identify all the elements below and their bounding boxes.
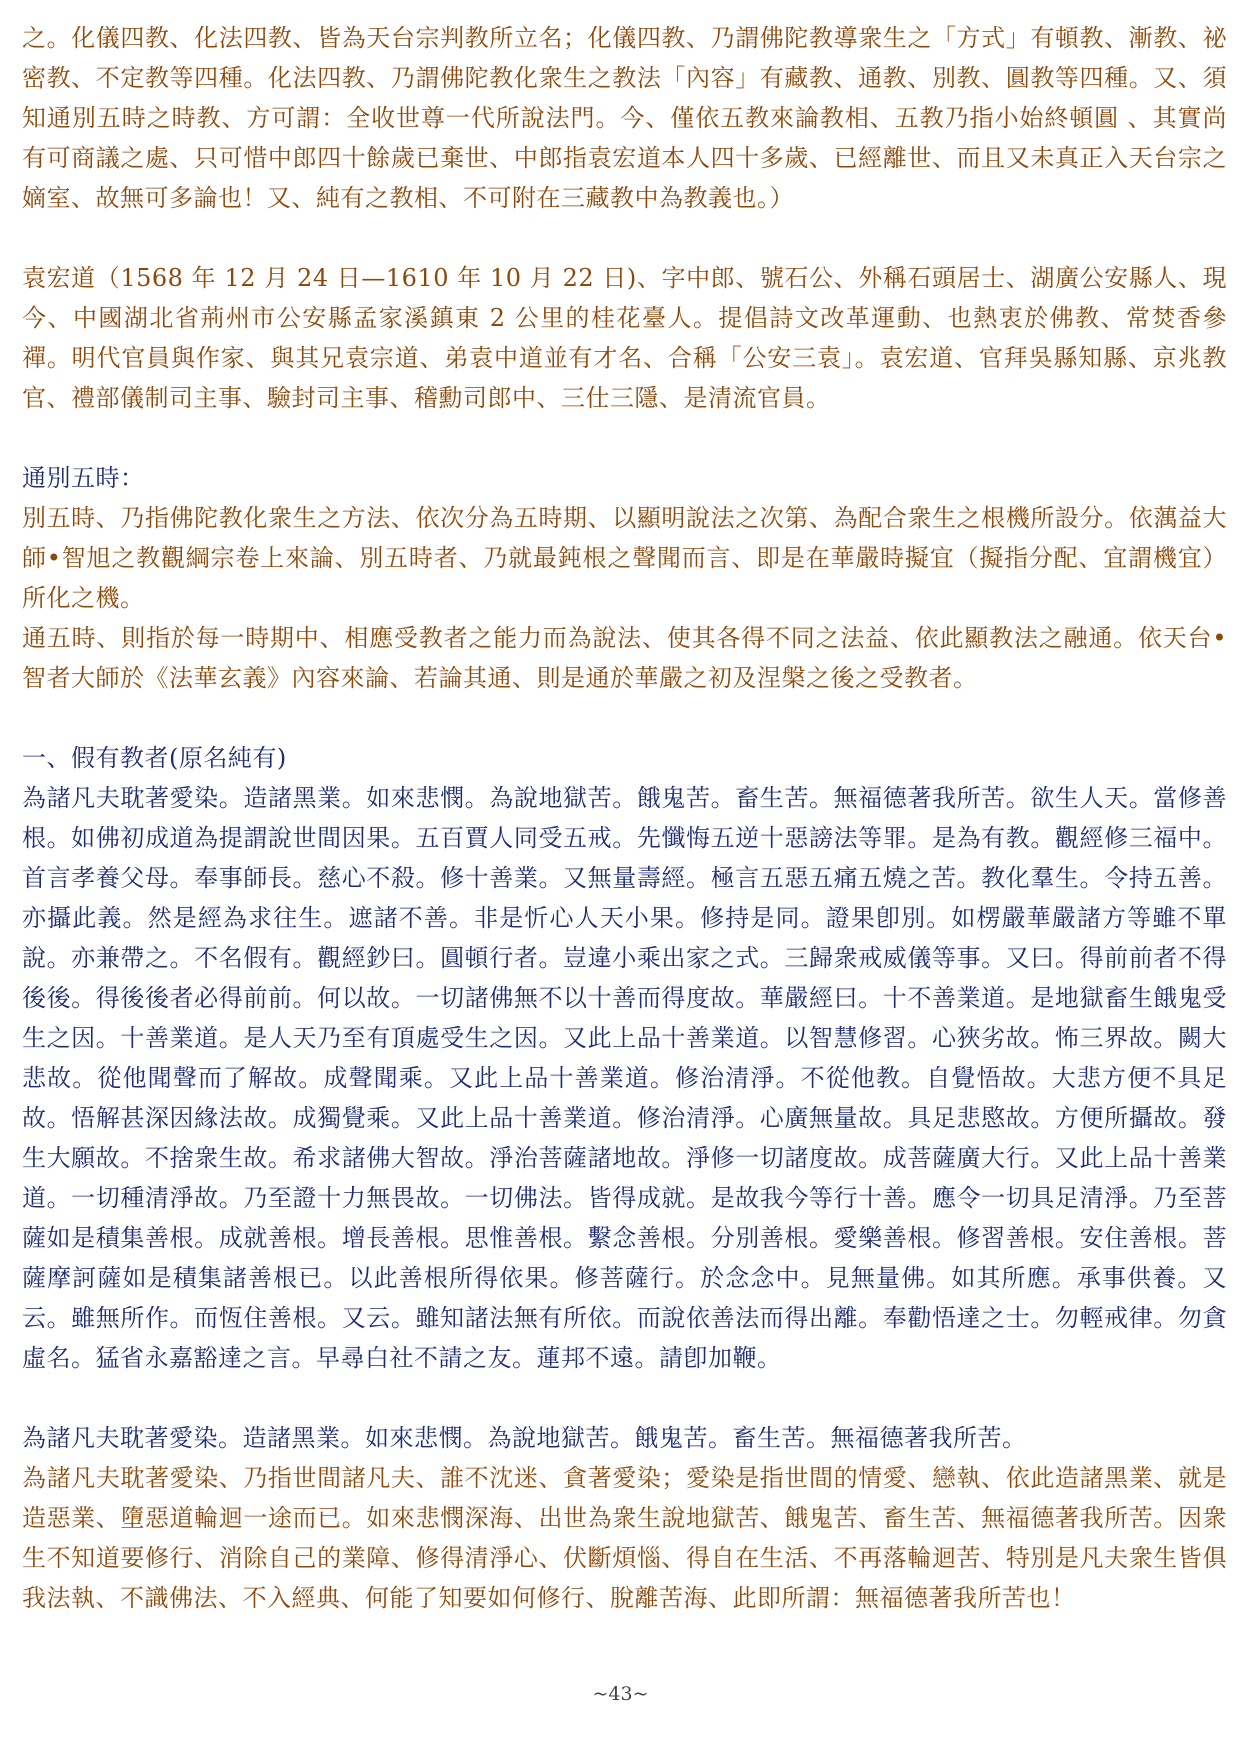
sutra-quote-line: 為諸凡夫耽著愛染。造諸黑業。如來悲憫。為說地獄苦。餓鬼苦。畜生苦。無福德著我所苦。 [22, 1424, 1027, 1452]
section-heading-provisional-teaching: 一、假有教者(原名純有) [22, 744, 287, 772]
paragraph-gap [22, 698, 1227, 738]
separate-five-periods-paragraph: 別五時、乃指佛陀教化衆生之方法、依次分為五時期、以顯明說法之次第、為配合衆生之根機所設分。依蕅益大師•智旭之教觀綱宗卷上來論、別五時者、乃就最鈍根之聲聞而言、即是在華嚴時擬宜（擬指分配、宜謂機宜）所化之機。 [22, 504, 1227, 612]
document-body [22, 18, 1227, 1618]
sutra-text-paragraph: 為諸凡夫耽著愛染。造諸黑業。如來悲憫。為說地獄苦。餓鬼苦。畜生苦。無福德著我所苦。欲生人天。當修善根。如佛初成道為提謂說世間因果。五百賈人同受五戒。先懺悔五逆十惡謗法等罪。是為有教。觀經修三福中。首言孝養父母。奉事師長。慈心不殺。修十善業。又無量壽經。極言五惡五痛五燒之苦。教化羣生。令持五善。亦攝此義。然是經為求往生。遮諸不善。非是忻心人天小果。修持是同。證果卽別。如楞嚴華嚴諸方等雖不單說。亦兼帶之。不名假有。觀經鈔曰。圓頓行者。豈違小乘出家之式。三歸衆戒威儀等事。又曰。得前前者不得後後。得後後者必得前前。何以故。一切諸佛無不以十善而得度故。華嚴經曰。十不善業道。是地獄畜生餓鬼受生之因。十善業道。是人天乃至有頂處受生之因。又此上品十善業道。以智慧修習。心狹劣故。怖三界故。闕大悲故。從他聞聲而了解故。成聲聞乘。又此上品十善業道。修治清淨。不從他教。自覺悟故。大悲方便不具足故。悟解甚深因緣法故。成獨覺乘。又此上品十善業道。修治清淨。心廣無量故。具足悲愍故。方便所攝故。發生大願故。不捨衆生故。希求諸佛大智故。淨治菩薩諸地故。淨修一切諸度故。成菩薩廣大行。又此上品十善業道。一切種清淨故。乃至證十力無畏故。一切佛法。皆得成就。是故我今等行十善。應令一切具足清淨。乃至菩薩如是積集善根。成就善根。增長善根。思惟善根。繫念善根。分別善根。愛樂善根。修習善根。安住善根。菩薩摩訶薩如是積集諸善根已。以此善根所得依果。修菩薩行。於念念中。見無量佛。如其所應。承事供養。又云。雖無所作。而恆住善根。又云。雖知諸法無有所依。而說依善法而得出離。奉勸悟達之士。勿輕戒律。勿貪虛名。猛省永嘉豁達之言。早尋白社不請之友。蓮邦不遠。請卽加鞭。 [22, 784, 1227, 1372]
paragraph-gap [22, 418, 1227, 458]
biography-paragraph: 袁宏道（1568 年 12 月 24 日—1610 年 10 月 22 日)、字中郎、號石公、外稱石頭居士、湖廣公安縣人、現今、中國湖北省荊州市公安縣孟家溪鎮東 2 公里的桂花臺人。提倡詩文改革運動、也熱衷於佛教、常焚香參禪。明代官員與作家、與其兄袁宗道、弟袁中道並有才名、合稱「公安三袁」。袁宏道、官拜吳縣知縣、京兆教官、禮部儀制司主事、驗封司主事、稽勳司郎中、三仕三隱、是清流官員。 [22, 264, 1227, 412]
page-number: ~43~ [592, 1683, 649, 1705]
general-five-periods-paragraph: 通五時、則指於每一時期中、相應受教者之能力而為說法、使其各得不同之法益、依此顯教法之融通。依天台•智者大師於《法華玄義》內容來論、若論其通、則是通於華嚴之初及涅槃之後之受教者。 [22, 624, 1227, 692]
commentary-paragraph: 為諸凡夫耽著愛染、乃指世間諸凡夫、誰不沈迷、貪著愛染；愛染是指世間的情愛、戀執、依此造諸黑業、就是造惡業、墮惡道輪迴一途而已。如來悲憫深海、出世為衆生說地獄苦、餓鬼苦、畜生苦、無福德著我所苦。因衆生不知道要修行、消除自己的業障、修得清淨心、伏斷煩惱、得自在生活、不再落輪迴苦、特別是凡夫衆生皆俱我法執、不識佛法、不入經典、何能了知要如何修行、脫離苦海、此即所謂：無福德著我所苦也！ [22, 1464, 1227, 1612]
paragraph-gap [22, 1378, 1227, 1418]
section-heading-five-periods: 通別五時： [22, 464, 145, 492]
paragraph-gap [22, 218, 1227, 258]
commentary-paragraph-continued: 之。化儀四教、化法四教、皆為天台宗判教所立名；化儀四教、乃謂佛陀教導衆生之「方式」有頓教、漸教、祕密教、不定教等四種。化法四教、乃謂佛陀教化衆生之教法「內容」有藏教、通教、別教、圓教等四種。又、須知通別五時之時教、方可謂：全收世尊一代所說法門。今、僅依五教來論教相、五教乃指小始終頓圓 、其實尚有可商議之處、只可惜中郎四十餘歲已棄世、中郎指袁宏道本人四十多歲、已經離世、而且又未真正入天台宗之嫡室、故無可多論也！又、純有之教相、不可附在三藏教中為教義也。） [22, 24, 1227, 212]
